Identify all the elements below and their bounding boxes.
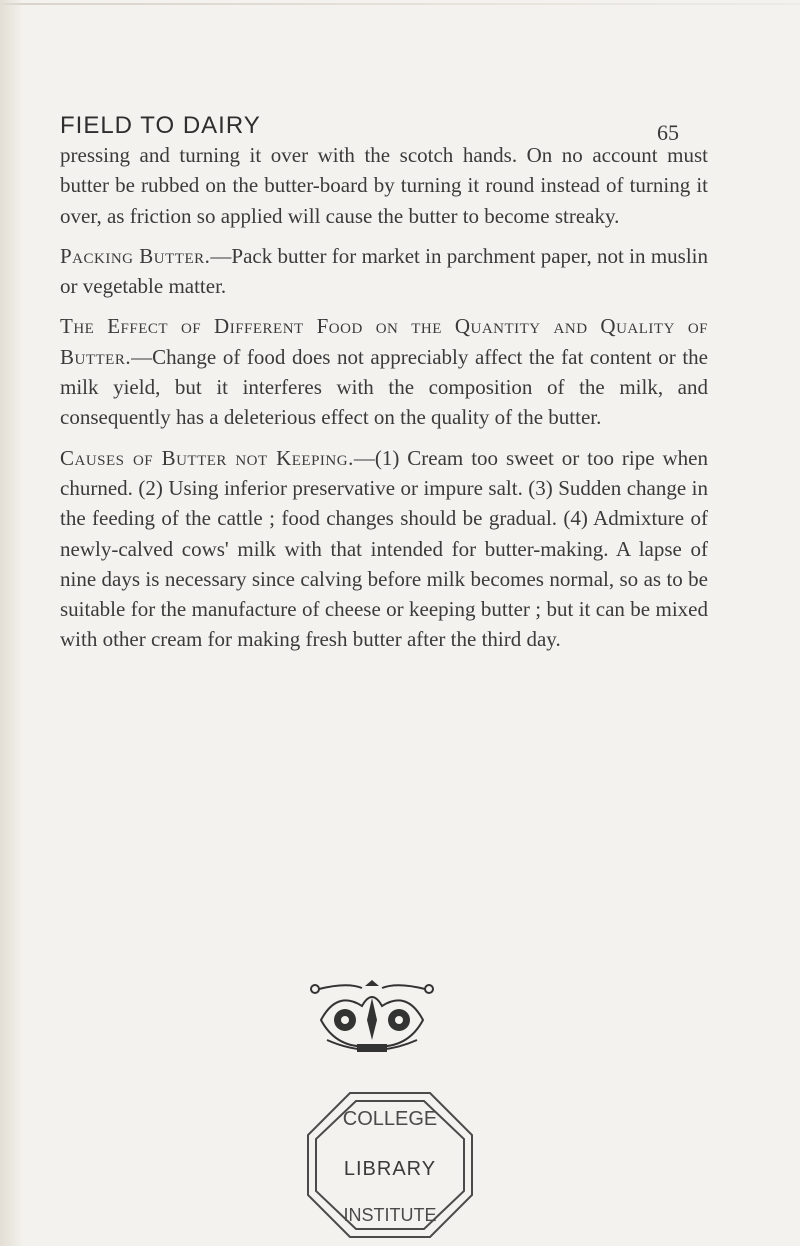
stamp-label: LIBRARY <box>343 1158 437 1180</box>
paragraph-text: pressing and turning it over with the scotch hands. On no account must butter be rubbed on the butter-board by turning it round instead of turning it over, as friction so applied will cause the butter to become streaky. <box>60 143 708 228</box>
paragraph-packing-butter <box>60 241 708 302</box>
library-stamp <box>300 1085 480 1245</box>
stamp-ring-top: COLLEGE <box>342 1108 438 1130</box>
page-top-edge <box>0 3 800 5</box>
section-heading: Packing Butter. <box>60 243 211 268</box>
paragraph-effect-of-food <box>60 311 708 432</box>
paragraph-pressing <box>60 140 708 231</box>
paragraph-causes <box>60 443 708 655</box>
section-heading: Causes of Butter not Keeping. <box>60 445 354 470</box>
stamp-ring-bottom: INSTITUTE <box>343 1205 437 1225</box>
page-gutter-shadow <box>0 0 24 1246</box>
running-head: FIELD TO DAIRY <box>60 112 261 139</box>
paragraph-text: —(1) Cream too sweet or too ripe when churned. (2) Using inferior preservative or impure salt. (3) Sudden change in the feeding of the cattle ; food changes should be gradual. (4) Admixture of newly-calved cows' milk with that intended for butter-making. A lapse of nine days is necessary since calving before milk becomes normal, so as to be suitable for the manufacture of cheese or keeping butter ; but it can be mixed with other cream for making fresh butter after the third day. <box>60 445 708 652</box>
body-text <box>60 140 708 665</box>
paragraph-text: —Pack butter for market in parchment paper, not in muslin or vegetable matter. <box>60 243 708 299</box>
floral-tailpiece-icon <box>307 980 437 1056</box>
section-heading: The Effect of Different Food on the Quantity and Quality of Butter. <box>60 314 708 369</box>
page-number: 65 <box>657 120 679 145</box>
paragraph-text: —Change of food does not appreciably affect the fat content or the milk yield, but it interferes with the composition of the milk, and consequently has a deleterious effect on the quality of the butter. <box>60 344 708 430</box>
